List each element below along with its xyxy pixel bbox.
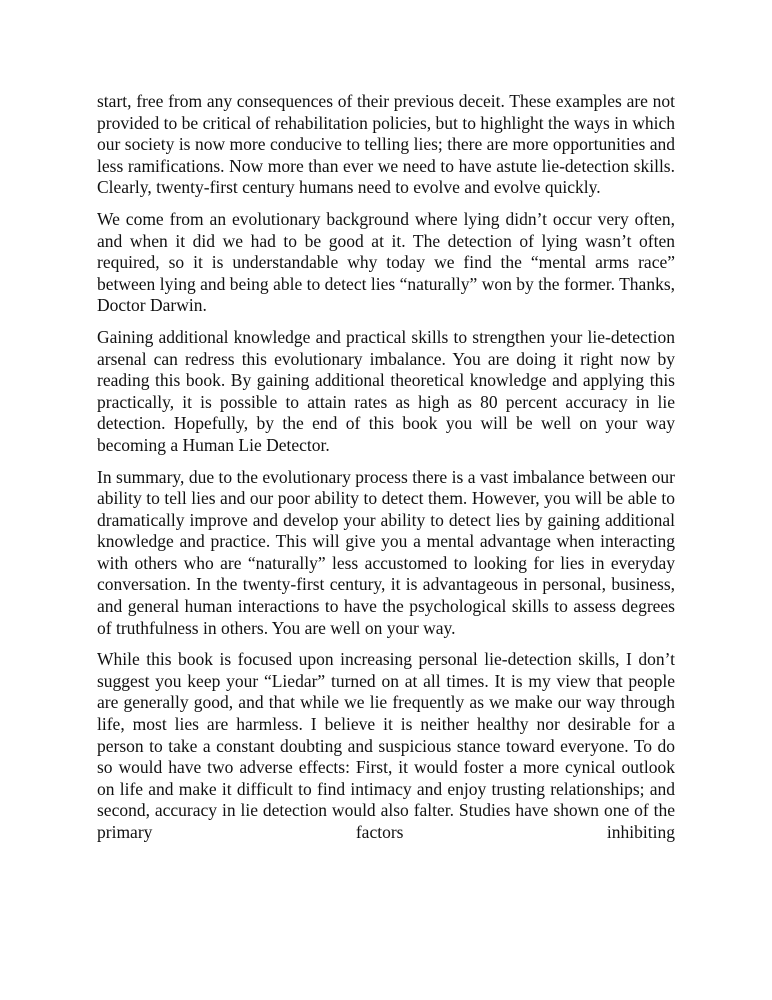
paragraph-5: While this book is focused upon increasing personal lie-detection skills, I don’t suggest you keep your “Liedar” turned on at all times. It is my view that people are generally good, and that while we lie frequently as we make our way through life, most lies are harmless. I believe it is neither healthy nor desirable for a person to take a constant doubting and suspicious stance toward everyone. To do so would have two adverse effects: First, it would foster a more cynical outlook on life and make it difficult to find intimacy and enjoy trusting relationships; and second, accuracy in lie detection would also falter. Studies have shown one of the primary factors inhibiting [97, 649, 675, 842]
paragraph-3: Gaining additional knowledge and practical skills to strengthen your lie-detection arsenal can redress this evolutionary imbalance. You are doing it right now by reading this book. By gaining additional theoretical knowledge and applying this practically, it is possible to attain rates as high as 80 percent accuracy in lie detection. Hopefully, by the end of this book you will be well on your way becoming a Human Lie Detector. [97, 326, 675, 455]
paragraph-1: start, free from any consequences of their previous deceit. These examples are not provided to be critical of rehabilitation policies, but to highlight the ways in which our society is now more conducive to telling lies; there are more opportunities and less ramifications. Now more than ever we need to have astute lie-detection skills. Clearly, twenty-first century humans need to evolve and evolve quickly. [97, 91, 675, 198]
paragraph-4: In summary, due to the evolutionary process there is a vast imbalance between our ability to tell lies and our poor ability to detect them. However, you will be able to dramatically improve and develop your ability to detect lies by gaining additional knowledge and practice. This will give you a mental advantage when interacting with others who are “naturally” less accustomed to looking for lies in everyday conversation. In the twenty-first century, it is advantageous in personal, business, and general human interactions to have the psychological skills to assess degrees of truthfulness in others. You are well on your way. [97, 466, 675, 638]
paragraph-2: We come from an evolutionary background where lying didn’t occur very often, and when it did we had to be good at it. The detection of lying wasn’t often required, so it is understandable why today we find the “mental arms race” between lying and being able to detect lies “naturally” won by the former. Thanks, Doctor Darwin. [97, 208, 675, 316]
book-page-body [97, 91, 675, 854]
